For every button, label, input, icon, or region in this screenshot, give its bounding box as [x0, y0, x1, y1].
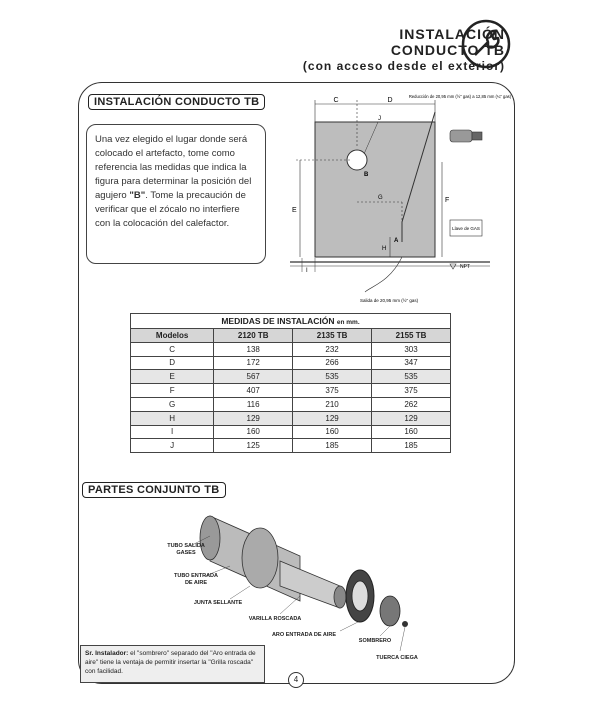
- table-row: E 567 535 535: [131, 370, 451, 384]
- label-tuerca-ciega: TUERCA CIEGA: [376, 655, 418, 661]
- dim-c-label: C: [333, 97, 339, 104]
- header-title-line1: INSTALACIÓN: [399, 26, 505, 42]
- dim-f-label: F: [445, 197, 450, 204]
- table-header-cell: 2155 TB: [372, 329, 451, 343]
- reduction-fitting: [450, 130, 482, 142]
- gas-key-label: Llave de GAS: [452, 226, 480, 231]
- dim-i-label: I: [306, 268, 308, 274]
- table-header-cell: 2120 TB: [214, 329, 293, 343]
- dim-h-label: H: [382, 246, 387, 252]
- table-header-row: [131, 329, 451, 343]
- table-row: C 138 232 303: [131, 342, 451, 356]
- table-header-cell: Modelos: [131, 329, 214, 343]
- point-b-label: B: [364, 172, 369, 178]
- table-row: I 160 160 160: [131, 425, 451, 439]
- intro-text-bold: "B": [129, 190, 146, 201]
- dim-j-label: J: [378, 116, 381, 122]
- label-varilla-roscada: VARILLA ROSCADA: [248, 616, 302, 622]
- table-row: F 407 375 375: [131, 384, 451, 398]
- section-title-installation: INSTALACIÓN CONDUCTO TB: [88, 94, 265, 110]
- installation-diagram: [290, 92, 512, 307]
- heater-body: [315, 122, 435, 257]
- table-header-cell: 2135 TB: [293, 329, 372, 343]
- intro-text-part1: Una vez elegido el lugar donde será colocado el artefacto, tome como referencia las medidas que indica la figura para determinar la posición del agujero: [95, 134, 252, 201]
- section-title-parts: PARTES CONJUNTO TB: [82, 482, 226, 498]
- installation-measurements-table: [130, 313, 451, 453]
- dim-d-label: D: [387, 97, 393, 104]
- label-junta-sellante: JUNTA SELLANTE: [193, 600, 243, 606]
- installer-note-bold: Sr. Instalador:: [85, 650, 129, 657]
- page-number: 4: [288, 672, 304, 688]
- label-aro-entrada: ARO ENTRADA DE AIRE: [271, 632, 337, 638]
- installer-note: [80, 645, 265, 683]
- table-row: H 129 129 129: [131, 411, 451, 425]
- reduction-label: Reducción de 20,95 mm (½" gas) a 12,85 mm (¼" gas): [408, 94, 512, 99]
- npt-label: NPT: [460, 264, 470, 270]
- table-caption: MEDIDAS DE INSTALACIÓN en mm.: [131, 314, 451, 329]
- table-row: D 172 266 347: [131, 356, 451, 370]
- label-sombrero: SOMBRERO: [358, 638, 392, 644]
- installer-note-text: el "sombrero" separado del "Aro entrada de aire" tiene la ventaja de permitir insertar la "Grilla roscada" con facilidad.: [85, 650, 256, 675]
- label-tubo-entrada: TUBO ENTRADA DE AIRE: [174, 573, 218, 586]
- table-row: J 125 185 185: [131, 439, 451, 453]
- point-a-label: A: [394, 238, 399, 244]
- intro-text-part2: . Tome la precaución de verificar que el zócalo no interfiere con la colocación del calefactor.: [95, 190, 246, 229]
- intro-text-box: [86, 124, 266, 264]
- header-title-line3: (con acceso desde el exterior): [302, 59, 505, 73]
- header-title-line2: CONDUCTO TB: [390, 42, 505, 58]
- dim-g-label: G: [378, 195, 383, 201]
- table-row: G 116 210 262: [131, 397, 451, 411]
- wrench-icon: [460, 18, 512, 70]
- gas-outlet-label: Salida de 20,95 mm (½" gas): [360, 298, 419, 303]
- label-tubo-salida: TUBO SALIDA GASES: [167, 543, 205, 556]
- dim-e-label: E: [292, 207, 297, 214]
